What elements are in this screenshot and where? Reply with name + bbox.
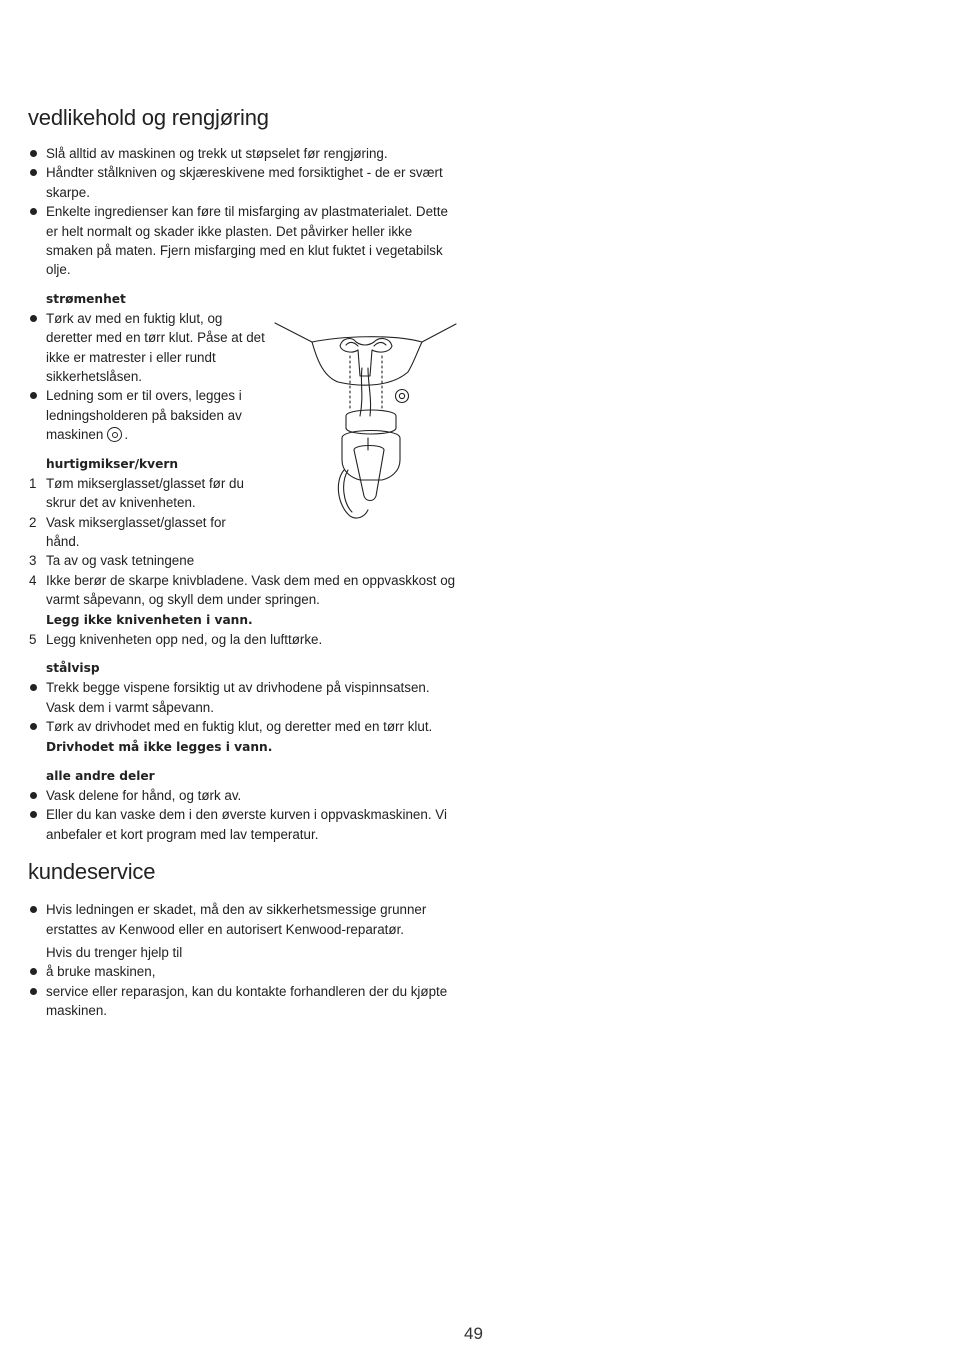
list-item: å bruke maskinen, — [28, 962, 456, 981]
section-title-maintenance: vedlikehold og rengjøring — [28, 105, 269, 130]
list-item — [28, 571, 456, 630]
whisk-list — [28, 678, 456, 757]
list-item: Vask delene for hånd, og tørk av. — [28, 786, 456, 805]
step-text: Legg knivenheten opp ned, og la den lufttørke. — [46, 631, 323, 647]
page-number: 49 — [464, 1324, 483, 1343]
list-item: Håndter stålkniven og skjæreskivene med forsiktighet - de er svært skarpe. — [28, 163, 456, 202]
step-number: 4 — [29, 572, 37, 588]
sentence-end: . — [124, 427, 129, 443]
step-number: 1 — [29, 475, 37, 491]
subheading-power-unit: strømenhet — [46, 291, 126, 306]
list-item: Trekk begge vispene forsiktig ut av drivhodene på vispinnsatsen. Vask dem i varmt såpevann. — [28, 678, 456, 717]
step-text: Ikke berør de skarpe knivbladene. Vask dem med en oppvaskkost og varmt såpevann, og skyll dem under springen. — [46, 572, 456, 608]
subheading-blender: hurtigmikser/kvern — [46, 456, 179, 471]
list-item: Tørk av med en fuktig klut, og deretter med en tørr klut. Påse at det ikke er matrester i eller rundt sikkerhetslåsen. — [28, 309, 266, 387]
cord-storage-illustration — [272, 320, 458, 522]
section-title-service: kundeservice — [28, 859, 156, 885]
help-list — [28, 962, 456, 1020]
step-text: Vask mikserglasset/glasset for hånd. — [46, 514, 226, 549]
service-list — [28, 900, 456, 939]
machine-base-edge — [312, 337, 422, 342]
list-item: Hvis ledningen er skadet, må den av sikkerhetsmessige grunner erstattes av Kenwood eller en autorisert Kenwood-reparatør. — [28, 900, 456, 939]
plug-tip — [354, 446, 384, 501]
list-item — [28, 474, 266, 513]
list-item: Enkelte ingredienser kan føre til misfarging av plastmaterialet. Dette er helt normalt og skader ikke plasten. Det påvirker heller ikke smaken på maten. Fjern misfarging med en klut fuktet i vegetabilsk olje. — [28, 202, 456, 280]
warning-text: Drivhodet må ikke legges i vann. — [46, 739, 273, 754]
list-item — [28, 551, 456, 570]
other-parts-list — [28, 786, 456, 844]
list-item — [28, 513, 246, 552]
list-item: Eller du kan vaske dem i den øverste kurven i oppvaskmaskinen. Vi anbefaler et kort program med lav temperatur. — [28, 805, 456, 844]
cord-storage-symbol-icon — [396, 390, 409, 403]
list-item: service eller reparasjon, kan du kontakte forhandleren der du kjøpte maskinen. — [28, 982, 456, 1021]
step-number: 3 — [29, 553, 37, 569]
text-column — [28, 104, 456, 1021]
subheading-whisk: stålvisp — [46, 661, 100, 676]
warning-text: Legg ikke knivenheten i vann. — [46, 612, 253, 627]
step-text: Tøm mikserglasset/glasset før du skrur det av knivenheten. — [46, 475, 244, 511]
list-item: Slå alltid av maskinen og trekk ut støpselet før rengjøring. — [28, 144, 456, 163]
item-text: Tørk av drivhodet med en fuktig klut, og deretter med en tørr klut. — [46, 719, 433, 735]
cord-storage-symbol-icon — [107, 427, 122, 442]
maintenance-intro-list — [28, 144, 456, 280]
step-text: Ta av og vask tetningene — [46, 553, 195, 569]
plug-body — [342, 431, 400, 481]
list-item — [28, 717, 456, 757]
list-item — [28, 630, 456, 649]
cord-instruction-text: Ledning som er til overs, legges i ledningsholderen på baksiden av maskinen — [46, 388, 242, 443]
help-intro: Hvis du trenger hjelp til — [46, 945, 183, 960]
step-number: 2 — [29, 514, 37, 530]
list-item — [28, 386, 266, 444]
step-number: 5 — [29, 631, 37, 647]
subheading-other-parts: alle andre deler — [46, 768, 155, 783]
